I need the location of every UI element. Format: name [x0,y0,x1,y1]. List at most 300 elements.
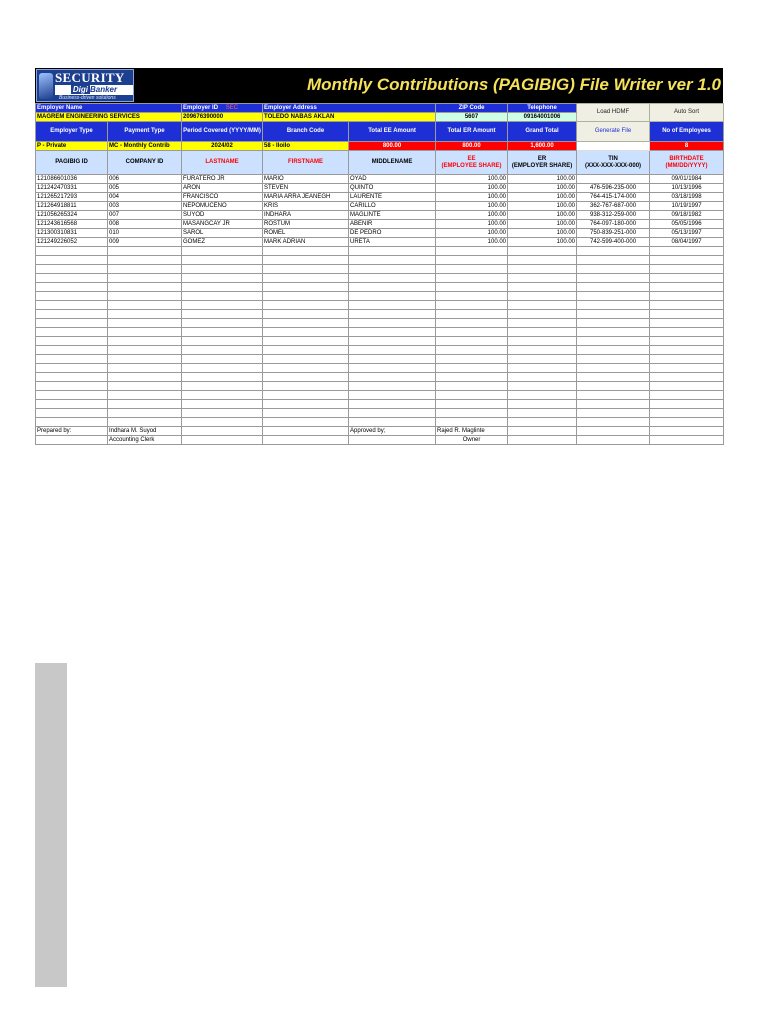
tin-cell[interactable] [577,274,650,283]
lastname-cell[interactable] [182,319,263,328]
tin-cell[interactable] [577,400,650,409]
middlename-cell[interactable] [349,364,436,373]
pagibig-id-cell[interactable]: 121242470331 [36,184,108,193]
table-row [36,337,724,346]
ee-share-cell[interactable] [436,301,508,310]
birthdate-cell[interactable] [650,400,724,409]
grand-total-label: Grand Total [508,122,577,142]
ee-share-cell[interactable]: 100.00 [436,220,508,229]
firstname-cell[interactable] [263,292,349,301]
birthdate-cell[interactable]: 10/19/1997 [650,202,724,211]
birthdate-cell[interactable] [650,391,724,400]
pagibig-id-cell[interactable]: 121243616568 [36,220,108,229]
middlename-cell[interactable] [349,355,436,364]
firstname-cell[interactable] [263,283,349,292]
company-id-cell[interactable] [108,328,182,337]
firstname-cell[interactable]: STEVEN [263,184,349,193]
lastname-cell[interactable]: FURATERO JR [182,175,263,184]
pagibig-id-cell[interactable] [36,319,108,328]
firstname-cell[interactable]: INDHARA [263,211,349,220]
birthdate-cell[interactable] [650,319,724,328]
er-share-cell[interactable] [508,319,577,328]
logo-tagline: Business-driven solutions [59,95,116,101]
footer-cell [36,436,108,445]
footer-cell [508,436,577,445]
pagibig-id-cell[interactable] [36,247,108,256]
firstname-cell[interactable] [263,256,349,265]
er-share-cell[interactable] [508,337,577,346]
firstname-cell[interactable]: ROMEL [263,229,349,238]
tin-cell[interactable] [577,283,650,292]
er-share-cell[interactable] [508,292,577,301]
ee-share-cell[interactable] [436,346,508,355]
birthdate-cell[interactable]: 05/05/1996 [650,220,724,229]
approved-by-name[interactable]: Rajed R. Maglinte [436,427,508,436]
birthdate-cell[interactable] [650,292,724,301]
company-id-cell[interactable]: 009 [108,238,182,247]
pagibig-id-cell[interactable] [36,292,108,301]
company-id-cell[interactable]: 006 [108,175,182,184]
lastname-cell[interactable] [182,301,263,310]
load-hdmf-button[interactable]: Load HDMF [577,104,650,122]
tin-cell[interactable] [577,301,650,310]
tin-cell[interactable] [577,355,650,364]
middlename-cell[interactable] [349,382,436,391]
company-id-cell[interactable] [108,274,182,283]
er-share-cell[interactable] [508,364,577,373]
footer-cell [650,427,724,436]
firstname-cell[interactable]: MARIA ARRA JEANEGH [263,193,349,202]
firstname-cell[interactable] [263,265,349,274]
tin-cell[interactable] [577,337,650,346]
employer-address-field[interactable]: TOLEDO NABAS AKLAN [263,113,436,122]
col-bd-line1: BIRTHDATE [669,155,704,162]
tin-cell[interactable] [577,247,650,256]
er-share-cell[interactable] [508,346,577,355]
ee-share-cell[interactable] [436,265,508,274]
tin-cell[interactable] [577,256,650,265]
pagibig-id-cell[interactable] [36,418,108,427]
middlename-cell[interactable] [349,247,436,256]
table-row [36,175,724,184]
tin-cell[interactable] [577,409,650,418]
column-header-row [36,151,724,175]
er-share-cell[interactable] [508,373,577,382]
company-id-cell[interactable] [108,409,182,418]
company-id-cell[interactable] [108,391,182,400]
company-id-cell[interactable] [108,247,182,256]
lastname-cell[interactable]: SUYOD [182,211,263,220]
er-share-cell[interactable] [508,418,577,427]
company-id-cell[interactable] [108,364,182,373]
middlename-cell[interactable]: CARILLO [349,202,436,211]
pagibig-id-cell[interactable] [36,265,108,274]
ee-share-cell[interactable] [436,400,508,409]
birthdate-cell[interactable] [650,373,724,382]
middlename-cell[interactable] [349,346,436,355]
company-id-cell[interactable] [108,301,182,310]
footer-cell [577,427,650,436]
ee-share-cell[interactable]: 100.00 [436,175,508,184]
ee-share-cell[interactable] [436,256,508,265]
ee-share-cell[interactable] [436,382,508,391]
ee-share-cell[interactable] [436,364,508,373]
pagibig-id-cell[interactable] [36,337,108,346]
security-digibanker-logo [36,69,134,102]
tin-cell[interactable]: 764-415-174-000 [577,193,650,202]
employer-name-field[interactable]: MAGREM ENGINEERING SERVICES [36,113,182,122]
er-share-cell[interactable] [508,382,577,391]
tin-cell[interactable] [577,346,650,355]
payment-type-field[interactable]: MC - Monthly Contrib [108,142,182,151]
er-share-cell[interactable]: 100.00 [508,238,577,247]
auto-sort-button[interactable]: Auto Sort [650,104,724,122]
pagibig-id-cell[interactable] [36,256,108,265]
firstname-cell[interactable] [263,319,349,328]
ee-share-cell[interactable]: 100.00 [436,211,508,220]
ee-share-cell[interactable]: 100.00 [436,202,508,211]
lastname-cell[interactable] [182,328,263,337]
payment-type-label: Payment Type [108,122,182,142]
lastname-cell[interactable]: ARON [182,184,263,193]
pagibig-id-cell[interactable] [36,301,108,310]
er-share-cell[interactable] [508,391,577,400]
er-share-cell[interactable] [508,283,577,292]
lastname-cell[interactable] [182,337,263,346]
lastname-cell[interactable] [182,292,263,301]
tin-cell[interactable] [577,310,650,319]
firstname-cell[interactable] [263,328,349,337]
lastname-cell[interactable] [182,373,263,382]
company-id-cell[interactable] [108,400,182,409]
ee-share-cell[interactable] [436,391,508,400]
middlename-cell[interactable] [349,328,436,337]
lastname-cell[interactable] [182,418,263,427]
tin-cell[interactable] [577,418,650,427]
middlename-cell[interactable]: ABENIR [349,220,436,229]
pagibig-id-cell[interactable] [36,391,108,400]
middlename-cell[interactable] [349,400,436,409]
birthdate-cell[interactable] [650,247,724,256]
firstname-cell[interactable]: KRIS [263,202,349,211]
lastname-cell[interactable] [182,265,263,274]
company-id-cell[interactable] [108,319,182,328]
birthdate-cell[interactable] [650,274,724,283]
tin-cell[interactable] [577,373,650,382]
zip-field[interactable]: 5607 [436,113,508,122]
firstname-cell[interactable] [263,418,349,427]
approved-by-label: Approved by; [349,427,436,436]
lastname-cell[interactable] [182,247,263,256]
col-bd-line2: (MM/DD/YYYY) [665,162,708,169]
ee-share-cell[interactable] [436,274,508,283]
table-row [36,346,724,355]
lastname-cell[interactable] [182,256,263,265]
firstname-cell[interactable]: MARK ADRIAN [263,238,349,247]
birthdate-cell[interactable] [650,409,724,418]
ee-share-cell[interactable] [436,418,508,427]
middlename-cell[interactable] [349,391,436,400]
birthdate-cell[interactable] [650,355,724,364]
ee-share-cell[interactable] [436,337,508,346]
firstname-cell[interactable] [263,310,349,319]
pagibig-id-cell[interactable]: 121265217293 [36,193,108,202]
ee-share-cell[interactable]: 100.00 [436,229,508,238]
middlename-cell[interactable] [349,337,436,346]
ee-share-cell[interactable]: 100.00 [436,238,508,247]
branch-code-field[interactable]: 58 - Iloilo [263,142,349,151]
pagibig-id-cell[interactable] [36,274,108,283]
company-id-cell[interactable]: 008 [108,220,182,229]
table-row [36,256,724,265]
tin-cell[interactable]: 764-097-180-000 [577,220,650,229]
birthdate-cell[interactable]: 10/13/1996 [650,184,724,193]
firstname-cell[interactable] [263,400,349,409]
middlename-cell[interactable] [349,301,436,310]
er-share-cell[interactable] [508,328,577,337]
er-share-cell[interactable] [508,247,577,256]
footer-cell [182,427,263,436]
middlename-cell[interactable] [349,256,436,265]
tin-cell[interactable] [577,319,650,328]
middlename-cell[interactable]: MAGLINTE [349,211,436,220]
tin-cell[interactable]: 750-839-251-000 [577,229,650,238]
firstname-cell[interactable]: ROSTUM [263,220,349,229]
birthdate-cell[interactable] [650,310,724,319]
tin-cell[interactable] [577,328,650,337]
birthdate-cell[interactable] [650,301,724,310]
lastname-cell[interactable] [182,355,263,364]
pagibig-id-cell[interactable] [36,346,108,355]
lastname-cell[interactable] [182,346,263,355]
company-id-cell[interactable]: 004 [108,193,182,202]
lastname-cell[interactable]: NEPOMUCENO [182,202,263,211]
firstname-cell[interactable] [263,382,349,391]
firstname-cell[interactable] [263,274,349,283]
company-id-cell[interactable] [108,355,182,364]
pagibig-id-cell[interactable]: 121300310831 [36,229,108,238]
company-id-cell[interactable]: 005 [108,184,182,193]
firstname-cell[interactable] [263,337,349,346]
er-share-cell[interactable] [508,256,577,265]
col-ee-line1: EE [467,155,476,162]
firstname-cell[interactable] [263,346,349,355]
er-share-cell[interactable]: 100.00 [508,202,577,211]
firstname-cell[interactable] [263,301,349,310]
generate-file-button[interactable]: Generate File [577,122,650,142]
table-row [36,364,724,373]
lastname-cell[interactable]: FRANCISCO [182,193,263,202]
period-covered-field[interactable]: 2024/02 [182,142,263,151]
birthdate-cell[interactable] [650,418,724,427]
prepared-by-name[interactable]: Indhara M. Suyod [108,427,182,436]
pagibig-id-cell[interactable] [36,283,108,292]
ee-share-cell[interactable] [436,355,508,364]
company-id-cell[interactable] [108,373,182,382]
firstname-cell[interactable] [263,355,349,364]
company-id-cell[interactable] [108,346,182,355]
pagibig-id-cell[interactable] [36,364,108,373]
er-share-cell[interactable]: 100.00 [508,220,577,229]
company-id-cell[interactable]: 007 [108,211,182,220]
birthdate-cell[interactable] [650,256,724,265]
tin-cell[interactable] [577,382,650,391]
ee-share-cell[interactable] [436,328,508,337]
lastname-cell[interactable] [182,283,263,292]
logo-security-text: SECURITY [55,70,125,85]
lastname-cell[interactable] [182,310,263,319]
er-share-cell[interactable]: 100.00 [508,193,577,202]
er-share-cell[interactable] [508,265,577,274]
middlename-cell[interactable] [349,310,436,319]
employee-count-label: No of Employees [650,122,724,142]
blank-cell [577,142,650,151]
footer-cell [182,436,263,445]
table-row [36,193,724,202]
company-id-cell[interactable] [108,382,182,391]
lastname-cell[interactable] [182,409,263,418]
birthdate-cell[interactable]: 09/18/1982 [650,211,724,220]
birthdate-cell[interactable] [650,364,724,373]
footer-cell [349,436,436,445]
company-id-cell[interactable] [108,310,182,319]
lastname-cell[interactable] [182,391,263,400]
firstname-cell[interactable] [263,373,349,382]
approved-by-title[interactable]: Owner [436,436,508,445]
lastname-cell[interactable]: MASANGCAY JR [182,220,263,229]
company-id-cell[interactable] [108,256,182,265]
company-id-cell[interactable]: 010 [108,229,182,238]
employer-id-field[interactable]: 209676390000 [182,113,263,122]
lastname-cell[interactable]: GOMEZ [182,238,263,247]
middlename-cell[interactable] [349,283,436,292]
pagibig-id-cell[interactable]: 121056265324 [36,211,108,220]
ee-share-cell[interactable] [436,319,508,328]
telephone-field[interactable]: 09164001006 [508,113,577,122]
ee-share-cell[interactable] [436,409,508,418]
ee-share-cell[interactable] [436,373,508,382]
firstname-cell[interactable] [263,247,349,256]
prepared-by-title[interactable]: Accounting Clerk [108,436,182,445]
middlename-cell[interactable]: DE PEDRO [349,229,436,238]
er-share-cell[interactable]: 100.00 [508,229,577,238]
table-row [36,184,724,193]
pagibig-id-cell[interactable] [36,409,108,418]
pagibig-id-cell[interactable]: 121249226052 [36,238,108,247]
tin-cell[interactable]: 362-767-687-000 [577,202,650,211]
pagibig-id-cell[interactable] [36,382,108,391]
tin-cell[interactable] [577,391,650,400]
lastname-cell[interactable]: SAROL [182,229,263,238]
lastname-cell[interactable] [182,364,263,373]
company-id-cell[interactable] [108,418,182,427]
birthdate-cell[interactable] [650,328,724,337]
ee-share-cell[interactable] [436,247,508,256]
lastname-cell[interactable] [182,382,263,391]
birthdate-cell[interactable] [650,382,724,391]
middlename-cell[interactable] [349,409,436,418]
employer-type-field[interactable]: P - Private [36,142,108,151]
tin-cell[interactable]: 742-599-400-000 [577,238,650,247]
company-id-cell[interactable] [108,292,182,301]
ee-share-cell[interactable]: 100.00 [436,193,508,202]
er-share-cell[interactable]: 100.00 [508,211,577,220]
er-share-cell[interactable] [508,274,577,283]
middlename-cell[interactable]: QUINTO [349,184,436,193]
middlename-cell[interactable]: LAURENTE [349,193,436,202]
birthdate-cell[interactable] [650,337,724,346]
er-share-cell[interactable] [508,310,577,319]
ee-share-cell[interactable]: 100.00 [436,184,508,193]
period-covered-label: Period Covered (YYYY/MM) [182,122,263,142]
middlename-cell[interactable] [349,292,436,301]
pagibig-id-cell[interactable] [36,400,108,409]
middlename-cell[interactable] [349,319,436,328]
lastname-cell[interactable] [182,274,263,283]
er-share-cell[interactable] [508,409,577,418]
pagibig-id-cell[interactable]: 121264918811 [36,202,108,211]
tin-cell[interactable] [577,265,650,274]
company-id-cell[interactable] [108,283,182,292]
tin-cell[interactable] [577,364,650,373]
ee-share-cell[interactable] [436,292,508,301]
middlename-cell[interactable] [349,265,436,274]
er-share-cell[interactable]: 100.00 [508,184,577,193]
er-share-cell[interactable] [508,400,577,409]
er-share-cell[interactable] [508,301,577,310]
total-er-label: Total ER Amount [436,122,508,142]
company-id-cell[interactable]: 003 [108,202,182,211]
birthdate-cell[interactable] [650,283,724,292]
firstname-cell[interactable] [263,409,349,418]
pagibig-id-cell[interactable] [36,355,108,364]
page-title: Monthly Contributions (PAGIBIG) File Writer ver 1.0 [306,75,721,94]
tin-cell[interactable] [577,292,650,301]
birthdate-cell[interactable] [650,346,724,355]
ee-share-cell[interactable] [436,310,508,319]
middlename-cell[interactable]: URETA [349,238,436,247]
birthdate-cell[interactable] [650,265,724,274]
pagibig-id-cell[interactable] [36,310,108,319]
total-ee-value: 800.00 [349,142,436,151]
pagibig-id-cell[interactable] [36,373,108,382]
table-row [36,265,724,274]
logo-digibanker-text [55,85,133,95]
er-share-cell[interactable]: 100.00 [508,175,577,184]
ee-share-cell[interactable] [436,283,508,292]
tin-cell[interactable]: 476-596-235-000 [577,184,650,193]
company-id-cell[interactable] [108,265,182,274]
tin-cell[interactable]: 938-312-259-000 [577,211,650,220]
pagibig-id-cell[interactable] [36,328,108,337]
er-share-cell[interactable] [508,355,577,364]
birthdate-cell[interactable]: 08/04/1997 [650,238,724,247]
birthdate-cell[interactable]: 09/01/1984 [650,175,724,184]
firstname-cell[interactable] [263,364,349,373]
tin-cell[interactable] [577,175,650,184]
pagibig-id-cell[interactable]: 121086601036 [36,175,108,184]
firstname-cell[interactable] [263,391,349,400]
firstname-cell[interactable]: MARIO [263,175,349,184]
birthdate-cell[interactable]: 03/18/1998 [650,193,724,202]
middlename-cell[interactable] [349,418,436,427]
birthdate-cell[interactable]: 05/13/1997 [650,229,724,238]
company-id-cell[interactable] [108,337,182,346]
middlename-cell[interactable]: OYAD [349,175,436,184]
middlename-cell[interactable] [349,274,436,283]
lastname-cell[interactable] [182,400,263,409]
middlename-cell[interactable] [349,373,436,382]
